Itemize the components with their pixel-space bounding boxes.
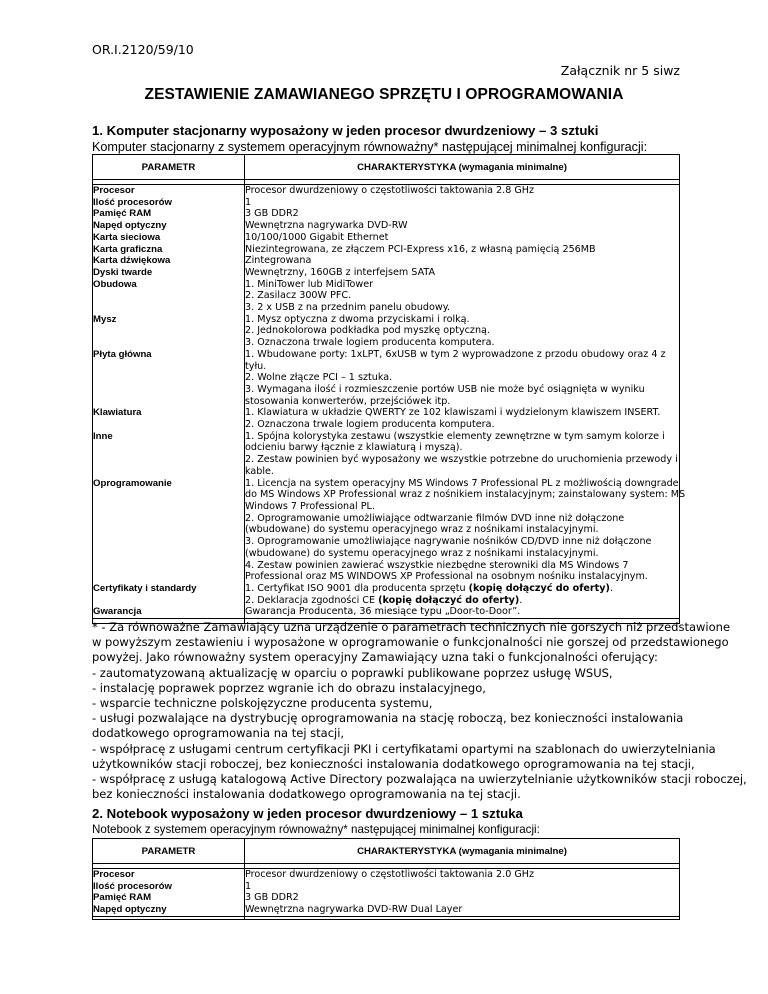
value-oprog-4: 2. Oprogramowanie umożliwiające odtwarzanie filmów DVD inne niż dołączone	[245, 512, 625, 524]
note-line: - współpracę z usługą katalogową Active Directory pozwalająca na uwierzytelnianie użytkowników stacji roboczej,	[92, 772, 747, 787]
value-dyski-twarde: Wewnętrzny, 160GB z interfejsem SATA	[245, 266, 436, 278]
label-plyta-glowna: Płyta główna	[93, 348, 152, 360]
section2-spec-table	[92, 838, 680, 920]
cert1-text: 1. Certyfikat ISO 9001 dla producenta sprzętu	[245, 582, 469, 594]
value-cert-2	[245, 595, 679, 607]
col-parametr-header: PARAMETR	[93, 155, 245, 180]
value-procesor: Procesor dwurdzeniowy o częstotliwości taktowania 2.0 GHz	[245, 869, 535, 880]
col-charakterystyka-header: CHARAKTERYSTYKA (wymagania minimalne)	[245, 839, 680, 864]
value-plyta-3: 2. Wolne złącze PCI – 1 sztuka.	[245, 372, 393, 384]
note-line: użytkowników stacji roboczej, bez konieczności instalowania dodatkowego oprogramowania na tej stacji,	[92, 756, 695, 771]
cert2-text: 2. Deklaracja zgodności CE	[245, 594, 379, 606]
value-plyta-5: stosowania konwerterów, przejściówek itp.	[245, 395, 451, 407]
note-line: - usługi pozwalające na dystrybucję oprogramowania na stację roboczą, bez konieczności instalowania	[92, 711, 684, 726]
values-column	[245, 185, 686, 619]
value-inne-2: odcieniu barwy łącznie z klawiaturą i myszą).	[245, 442, 463, 454]
label-gwarancja: Gwarancja	[93, 606, 142, 618]
label-oprogramowanie: Oprogramowanie	[93, 477, 172, 489]
label-procesor: Procesor	[93, 185, 135, 196]
note-line: - współpracę z usługami centrum certyfikacji PKI i certyfikatami opartymi na szablonach do uwierzytelniania	[92, 741, 716, 756]
label-ilosc-procesorow: Ilość procesorów	[93, 196, 172, 208]
value-oprog-7: (wbudowane) do systemu operacyjnego wraz z nośnikami instalacyjnymi.	[245, 547, 599, 559]
value-procesor: Procesor dwurdzeniowy o częstotliwości taktowania 2.8 GHz	[245, 185, 535, 196]
label-karta-dzwiekowa: Karta dźwiękowa	[93, 255, 171, 267]
equivalence-notes	[92, 620, 747, 802]
note-line: bez konieczności instalowania dodatkowego oprogramowania na tej stacji.	[92, 787, 521, 802]
value-karta-sieciowa: 10/100/1000 Gigabit Ethernet	[245, 231, 389, 243]
section1-heading: 1. Komputer stacjonarny wyposażony w jeden procesor dwurdzeniowy – 3 sztuki	[92, 123, 599, 138]
section1-subtitle: Komputer stacjonarny z systemem operacyjnym równoważny* następującej minimalnej konfiguracji:	[92, 140, 648, 154]
value-naped-optyczny: Wewnętrzna nagrywarka DVD-RW	[245, 220, 408, 232]
note-line: powyżej. Jako równoważny system operacyjny Zamawiający uzna taki o funkcjonalności oferujący:	[92, 650, 658, 665]
note-line: - zautomatyzowaną aktualizację w oparciu o poprawki publikowane poprzez usługę WSUS,	[92, 665, 613, 680]
value-oprog-3: Windows 7 Professional PL.	[245, 500, 375, 512]
section2-heading: 2. Notebook wyposażony w jeden procesor dwurdzeniowy – 1 sztuka	[92, 806, 523, 821]
note-line: * - Za równoważne Zamawiający uzna urządzenie o parametrach technicznych nie gorszych niż przedstawione	[92, 620, 731, 634]
value-inne-3: 2. Zestaw powinien być wyposażony we wszystkie potrzebne do uruchomienia przewody i	[245, 454, 678, 466]
value-klawiatura-1: 1. Klawiatura w układzie QWERTY ze 102 klawiszami i wydzielonym klawiszem INSERT.	[245, 407, 661, 419]
cert1-end: .	[609, 582, 613, 594]
section2-subtitle: Notebook z systemem operacyjnym równoważny* następującej minimalnej konfiguracji:	[92, 823, 540, 836]
value-oprog-2: do MS Windows XP Professional wraz z nośnikiem instalacyjnym; zainstalowany system: MS	[245, 489, 686, 501]
value-klawiatura-2: 2. Oznaczona trwale logiem producenta komputera.	[245, 419, 495, 431]
notebook-labels	[93, 869, 245, 917]
value-plyta-1: 1. Wbudowane porty: 1xLPT, 6xUSB w tym 2 wyprowadzone z przodu obudowy oraz 4 z	[245, 348, 666, 360]
value-obudowa-1: 1. MiniTower lub MidiTower	[245, 278, 374, 290]
cert2-bold: (kopię dołączyć do oferty)	[378, 594, 520, 606]
label-mysz: Mysz	[93, 313, 117, 325]
value-oprog-5: (wbudowane) do systemu operacyjnego wraz z nośnikami instalacyjnymi.	[245, 524, 599, 536]
label-inne: Inne	[93, 430, 113, 442]
value-plyta-4: 3. Wymagana ilość i rozmieszczenie portów USB nie może być osiągnięta w wyniku	[245, 383, 645, 395]
note-line: - instalację poprawek poprzez wgranie ich do obrazu instalacyjnego,	[92, 680, 486, 695]
notebook-values	[245, 869, 680, 917]
value-cert-1	[245, 583, 679, 595]
col-charakterystyka-header: CHARAKTERYSTYKA (wymagania minimalne)	[245, 155, 680, 180]
attachment-label: Załącznik nr 5 siwz	[560, 63, 680, 78]
label-klawiatura: Klawiatura	[93, 407, 142, 419]
value-karta-dzwiekowa: Zintegrowana	[245, 255, 312, 267]
label-naped-optyczny: Napęd optyczny	[93, 220, 167, 232]
value-ilosc-procesorow: 1	[245, 880, 252, 892]
value-obudowa-3: 3. 2 x USB z na przednim panelu obudowy.	[245, 302, 451, 314]
note-line: w powyższym zestawieniu i wyposażone w oprogramowanie o funkcjonalności nie gorszej od przedstawionego	[92, 635, 729, 650]
label-ilosc-procesorow: Ilość procesorów	[93, 880, 172, 892]
label-pamiec-ram: Pamięć RAM	[93, 892, 152, 904]
value-pamiec-ram: 3 GB DDR2	[245, 892, 299, 904]
value-mysz-2: 2. Jednokolorowa podkładka pod myszkę optyczną.	[245, 325, 490, 337]
label-naped-optyczny: Napęd optyczny	[93, 904, 167, 916]
value-oprog-8: 4. Zestaw powinien zawierać wszystkie niezbędne sterowniki dla MS Windows 7	[245, 559, 629, 571]
label-procesor: Procesor	[93, 869, 135, 880]
simple-labels	[93, 185, 245, 619]
label-dyski-twarde: Dyski twarde	[93, 266, 153, 278]
note-line: - wsparcie techniczne polskojęzyczne producenta systemu,	[92, 696, 433, 711]
value-ilosc-procesorow: 1	[245, 196, 252, 208]
value-obudowa-2: 2. Zasilacz 300W PFC.	[245, 290, 352, 302]
label-karta-sieciowa: Karta sieciowa	[93, 231, 161, 243]
cert2-end: .	[519, 594, 523, 606]
value-oprog-9: Professional oraz MS WINDOWS XP Professional na osobnym nośniku instalacyjnym.	[245, 571, 648, 583]
label-pamiec-ram: Pamięć RAM	[93, 208, 152, 220]
value-mysz-3: 3. Oznaczona trwale logiem producenta komputera.	[245, 337, 495, 349]
value-inne-4: kable.	[245, 465, 274, 477]
value-pamiec-ram: 3 GB DDR2	[245, 208, 299, 220]
note-line: dodatkowego oprogramowania na tej stacji,	[92, 726, 345, 741]
value-plyta-2: tyłu.	[245, 360, 267, 372]
value-mysz-1: 1. Mysz optyczna z dwoma przyciskami i rolką.	[245, 313, 470, 325]
cert1-bold: (kopię dołączyć do oferty)	[468, 582, 610, 594]
value-naped-optyczny: Wewnętrzna nagrywarka DVD-RW Dual Layer	[245, 904, 463, 916]
value-inne-1: 1. Spójna kolorystyka zestawu (wszystkie elementy zewnętrzne w tym samym kolorze i	[245, 430, 665, 442]
label-obudowa: Obudowa	[93, 278, 137, 290]
page-title: ZESTAWIENIE ZAMAWIANEGO SPRZĘTU I OPROGRAMOWANIA	[144, 86, 624, 103]
label-certyfikaty: Certyfikaty i standardy	[93, 582, 197, 594]
value-karta-graficzna: Niezintegrowana, ze złączem PCI-Express x16, z własną pamięcią 256MB	[245, 243, 596, 255]
section1-spec-table	[92, 154, 686, 624]
label-karta-graficzna: Karta graficzna	[93, 243, 163, 255]
value-oprog-6: 3. Oprogramowanie umożliwiające nagrywanie nośników CD/DVD inne niż dołączone	[245, 536, 652, 548]
col-parametr-header: PARAMETR	[93, 839, 245, 864]
value-oprog-1: 1. Licencja na system operacyjny MS Windows 7 Professional PL z możliwością downgrade	[245, 477, 679, 489]
value-gwarancja: Gwarancja Producenta, 36 miesiące typu „Door-to-Door”.	[245, 606, 521, 618]
reference-number: OR.I.2120/59/10	[92, 42, 194, 57]
